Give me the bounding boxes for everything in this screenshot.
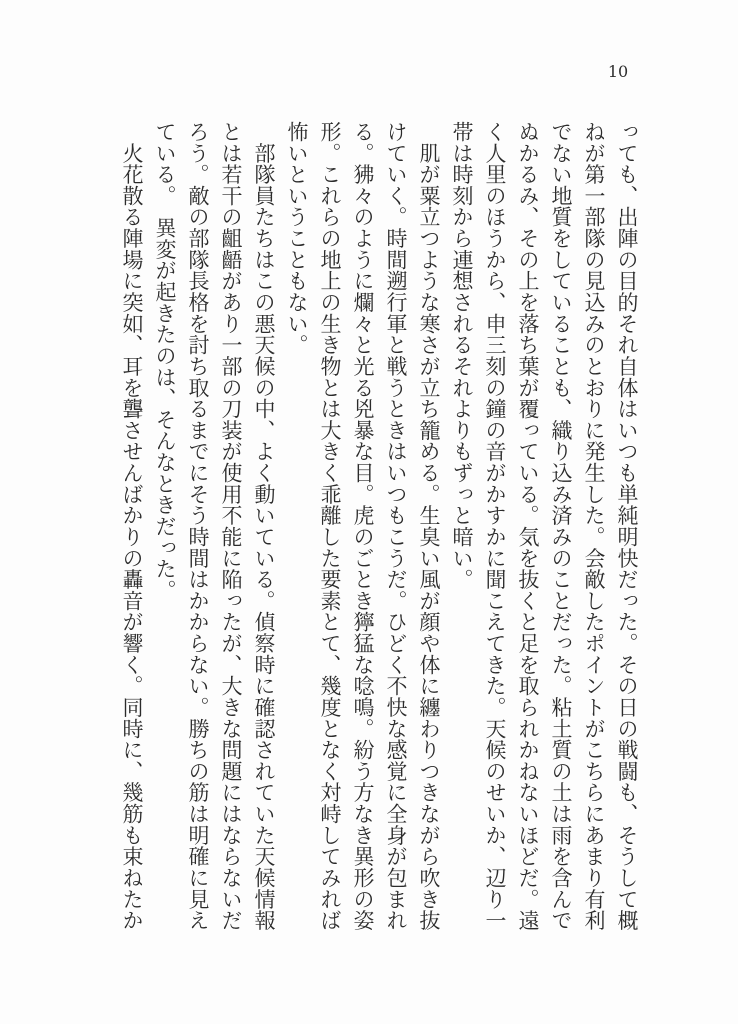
text-column: る。狒々のように爛々と光る兇暴な目。虎のごとき獰猛な唸鳴。紛う方なき異形の姿 — [351, 121, 375, 931]
text-column: 部隊員たちはこの悪天候の中、よく動いている。偵察時に確認されていた天候情報 — [252, 121, 276, 931]
page-number: 10 — [607, 62, 629, 81]
text-column: 肌が粟立つような寒さが立ち籠める。生臭い風が顔や体に纏わりつきながら吹き抜 — [417, 121, 441, 931]
text-column: けていく。時間遡行軍と戦うときはいつもこうだ。ひどく不快な感覚に全身が包まれ — [384, 121, 408, 931]
text-column: ねが第一部隊の見込みのとおりに発生した。会敵したポイントがこちらにあまり有利 — [582, 121, 606, 931]
text-column: 帯は時刻から連想されるそれよりもずっと暗い。 — [450, 121, 474, 590]
text-column: でない地質をしていることも、織り込み済みのことだった。粘土質の土は雨を含んで — [549, 121, 573, 931]
text-column: ぬかるみ、その上を落ち葉が覆っている。気を抜くと足を取られかねないほどだ。遠 — [516, 121, 540, 931]
text-column: とは若干の齟齬があり一部の刀装が使用不能に陥ったが、大きな問題にはならないだ — [219, 121, 243, 931]
text-column: ろう。敵の部隊長格を討ち取るまでにそう時間はかからない。勝ちの筋は明確に見え — [186, 121, 210, 931]
text-column: っても、出陣の目的それ自体はいつも単純明快だった。その日の戦闘も、そうして概 — [615, 121, 639, 931]
text-block — [115, 121, 643, 931]
text-column: く人里のほうから、申三刻の鐘の音がかすかに聞こえてきた。天候のせいか、辺り一 — [483, 121, 507, 931]
text-column: 火花散る陣場に突如、耳を聾させんばかりの轟音が響く。同時に、幾筋も束ねたか — [120, 121, 144, 931]
text-column: ている。 異変が起きたのは、そんなときだった。 — [153, 121, 177, 601]
text-column: 怖いということもない。 — [285, 121, 309, 356]
text-column: 形。これらの地上の生き物とは大きく乖離した要素とて、幾度となく対峙してみれば — [318, 121, 342, 931]
